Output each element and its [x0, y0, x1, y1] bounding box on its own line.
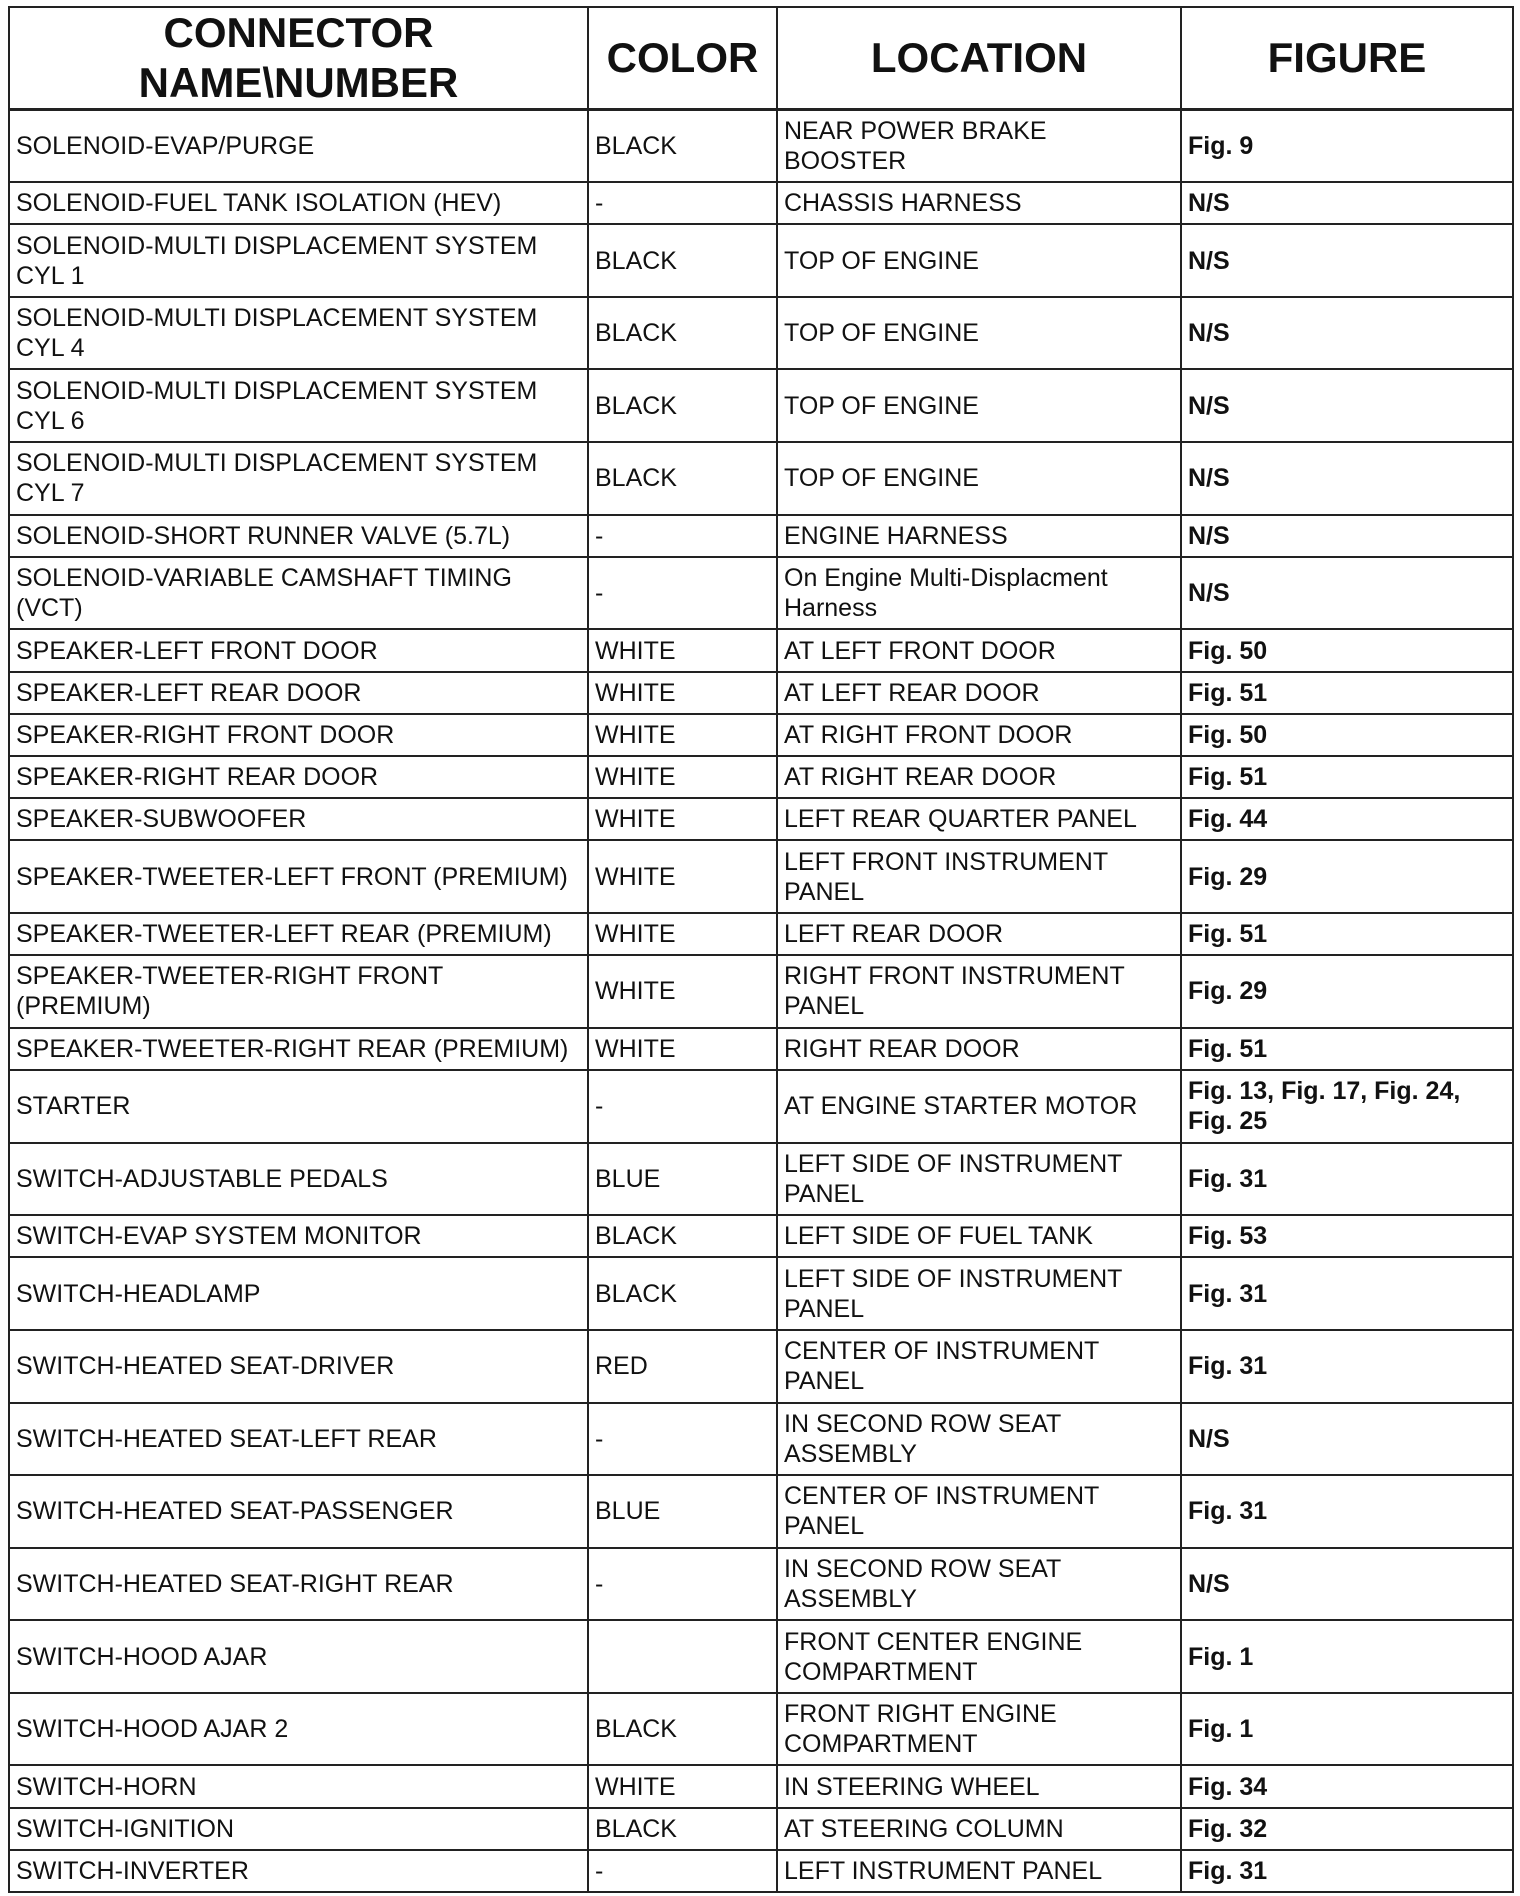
table-row [9, 1215, 1513, 1257]
table-row [9, 1850, 1513, 1892]
figure-cell: N/S [1181, 442, 1513, 515]
location-cell: TOP OF ENGINE [777, 224, 1181, 297]
connector-name-cell: SWITCH-INVERTER [9, 1850, 588, 1892]
location-cell: FRONT RIGHT ENGINE COMPARTMENT [777, 1693, 1181, 1766]
figure-cell: Fig. 53 [1181, 1215, 1513, 1257]
figure-cell: Fig. 29 [1181, 955, 1513, 1028]
figure-cell: N/S [1181, 1548, 1513, 1621]
connector-name-cell: SOLENOID-SHORT RUNNER VALVE (5.7L) [9, 515, 588, 557]
figure-cell: Fig. 31 [1181, 1143, 1513, 1216]
color-cell: - [588, 1070, 777, 1143]
location-cell: LEFT SIDE OF INSTRUMENT PANEL [777, 1143, 1181, 1216]
color-cell: WHITE [588, 714, 777, 756]
color-cell: BLUE [588, 1475, 777, 1548]
figure-cell: Fig. 50 [1181, 629, 1513, 671]
location-cell: FRONT CENTER ENGINE COMPARTMENT [777, 1620, 1181, 1693]
location-cell: AT RIGHT FRONT DOOR [777, 714, 1181, 756]
location-cell: TOP OF ENGINE [777, 369, 1181, 442]
connector-name-cell: SWITCH-HOOD AJAR [9, 1620, 588, 1693]
connector-name-cell: STARTER [9, 1070, 588, 1143]
connector-name-cell: SOLENOID-MULTI DISPLACEMENT SYSTEM CYL 4 [9, 297, 588, 370]
header-connector-name: CONNECTOR NAME\NUMBER [9, 7, 588, 110]
color-cell: WHITE [588, 629, 777, 671]
location-cell: AT RIGHT REAR DOOR [777, 756, 1181, 798]
table-row [9, 1070, 1513, 1143]
figure-cell: N/S [1181, 369, 1513, 442]
location-cell: IN SECOND ROW SEAT ASSEMBLY [777, 1403, 1181, 1476]
table-row [9, 913, 1513, 955]
figure-cell: Fig. 51 [1181, 672, 1513, 714]
location-cell: LEFT SIDE OF FUEL TANK [777, 1215, 1181, 1257]
connector-name-cell: SWITCH-ADJUSTABLE PEDALS [9, 1143, 588, 1216]
location-cell: RIGHT FRONT INSTRUMENT PANEL [777, 955, 1181, 1028]
connector-name-cell: SWITCH-HEATED SEAT-DRIVER [9, 1330, 588, 1403]
connector-name-cell: SPEAKER-TWEETER-RIGHT REAR (PREMIUM) [9, 1028, 588, 1070]
color-cell: - [588, 1403, 777, 1476]
color-cell: WHITE [588, 756, 777, 798]
location-cell: AT LEFT REAR DOOR [777, 672, 1181, 714]
table-row [9, 1257, 1513, 1330]
table-row [9, 1143, 1513, 1216]
connector-name-cell: SWITCH-IGNITION [9, 1808, 588, 1850]
location-cell: CENTER OF INSTRUMENT PANEL [777, 1330, 1181, 1403]
location-cell: LEFT INSTRUMENT PANEL [777, 1850, 1181, 1892]
connector-name-cell: SOLENOID-MULTI DISPLACEMENT SYSTEM CYL 6 [9, 369, 588, 442]
table-row [9, 1330, 1513, 1403]
location-cell: LEFT FRONT INSTRUMENT PANEL [777, 840, 1181, 913]
location-cell: LEFT SIDE OF INSTRUMENT PANEL [777, 1257, 1181, 1330]
connector-name-cell: SOLENOID-FUEL TANK ISOLATION (HEV) [9, 182, 588, 224]
figure-cell: Fig. 9 [1181, 110, 1513, 183]
table-row [9, 955, 1513, 1028]
location-cell: IN SECOND ROW SEAT ASSEMBLY [777, 1548, 1181, 1621]
figure-cell: Fig. 1 [1181, 1693, 1513, 1766]
color-cell: BLACK [588, 110, 777, 183]
table-row [9, 1403, 1513, 1476]
connector-name-cell: SPEAKER-TWEETER-LEFT FRONT (PREMIUM) [9, 840, 588, 913]
color-cell: WHITE [588, 913, 777, 955]
connector-name-cell: SOLENOID-EVAP/PURGE [9, 110, 588, 183]
location-cell: RIGHT REAR DOOR [777, 1028, 1181, 1070]
figure-cell: Fig. 13, Fig. 17, Fig. 24, Fig. 25 [1181, 1070, 1513, 1143]
connector-name-cell: SWITCH-HORN [9, 1765, 588, 1807]
table-row [9, 297, 1513, 370]
table-row [9, 557, 1513, 630]
color-cell: BLACK [588, 224, 777, 297]
connector-name-cell: SPEAKER-TWEETER-RIGHT FRONT (PREMIUM) [9, 955, 588, 1028]
color-cell: BLACK [588, 1215, 777, 1257]
table-row [9, 182, 1513, 224]
figure-cell: N/S [1181, 182, 1513, 224]
connector-name-cell: SWITCH-HEATED SEAT-PASSENGER [9, 1475, 588, 1548]
header-figure: FIGURE [1181, 7, 1513, 110]
color-cell: WHITE [588, 840, 777, 913]
figure-cell: Fig. 32 [1181, 1808, 1513, 1850]
table-row [9, 1548, 1513, 1621]
figure-cell: Fig. 31 [1181, 1330, 1513, 1403]
connector-name-cell: SOLENOID-MULTI DISPLACEMENT SYSTEM CYL 7 [9, 442, 588, 515]
figure-cell: N/S [1181, 1403, 1513, 1476]
figure-cell: Fig. 31 [1181, 1850, 1513, 1892]
color-cell: - [588, 1548, 777, 1621]
connector-table-page [8, 6, 1512, 1893]
location-cell: ENGINE HARNESS [777, 515, 1181, 557]
color-cell: BLACK [588, 369, 777, 442]
location-cell: TOP OF ENGINE [777, 297, 1181, 370]
figure-cell: Fig. 51 [1181, 756, 1513, 798]
location-cell: TOP OF ENGINE [777, 442, 1181, 515]
connector-name-cell: SPEAKER-RIGHT REAR DOOR [9, 756, 588, 798]
header-location: LOCATION [777, 7, 1181, 110]
color-cell: BLACK [588, 297, 777, 370]
table-body [9, 110, 1513, 1893]
color-cell [588, 1620, 777, 1693]
location-cell: CHASSIS HARNESS [777, 182, 1181, 224]
color-cell: - [588, 1850, 777, 1892]
table-row [9, 798, 1513, 840]
connector-name-cell: SWITCH-HEATED SEAT-LEFT REAR [9, 1403, 588, 1476]
location-cell: NEAR POWER BRAKE BOOSTER [777, 110, 1181, 183]
connector-name-cell: SWITCH-HEADLAMP [9, 1257, 588, 1330]
location-cell: On Engine Multi-Displacment Harness [777, 557, 1181, 630]
figure-cell: Fig. 29 [1181, 840, 1513, 913]
table-row [9, 1808, 1513, 1850]
table-row [9, 224, 1513, 297]
table-row [9, 369, 1513, 442]
figure-cell: Fig. 44 [1181, 798, 1513, 840]
header-color: COLOR [588, 7, 777, 110]
location-cell: IN STEERING WHEEL [777, 1765, 1181, 1807]
figure-cell: Fig. 34 [1181, 1765, 1513, 1807]
location-cell: CENTER OF INSTRUMENT PANEL [777, 1475, 1181, 1548]
figure-cell: Fig. 51 [1181, 1028, 1513, 1070]
table-row [9, 756, 1513, 798]
color-cell: BLACK [588, 1257, 777, 1330]
figure-cell: Fig. 50 [1181, 714, 1513, 756]
figure-cell: N/S [1181, 557, 1513, 630]
table-row [9, 840, 1513, 913]
figure-cell: N/S [1181, 515, 1513, 557]
color-cell: WHITE [588, 955, 777, 1028]
color-cell: BLACK [588, 442, 777, 515]
location-cell: AT STEERING COLUMN [777, 1808, 1181, 1850]
color-cell: - [588, 515, 777, 557]
table-row [9, 714, 1513, 756]
color-cell: - [588, 557, 777, 630]
location-cell: LEFT REAR QUARTER PANEL [777, 798, 1181, 840]
connector-table [8, 6, 1514, 1893]
location-cell: AT LEFT FRONT DOOR [777, 629, 1181, 671]
figure-cell: Fig. 51 [1181, 913, 1513, 955]
color-cell: BLUE [588, 1143, 777, 1216]
figure-cell: Fig. 31 [1181, 1475, 1513, 1548]
connector-name-cell: SPEAKER-RIGHT FRONT DOOR [9, 714, 588, 756]
color-cell: BLACK [588, 1693, 777, 1766]
table-header-row [9, 7, 1513, 110]
table-row [9, 1475, 1513, 1548]
location-cell: LEFT REAR DOOR [777, 913, 1181, 955]
table-row [9, 1620, 1513, 1693]
connector-name-cell: SWITCH-HOOD AJAR 2 [9, 1693, 588, 1766]
table-row [9, 672, 1513, 714]
connector-name-cell: SPEAKER-SUBWOOFER [9, 798, 588, 840]
table-row [9, 110, 1513, 183]
connector-name-cell: SPEAKER-TWEETER-LEFT REAR (PREMIUM) [9, 913, 588, 955]
color-cell: - [588, 182, 777, 224]
color-cell: WHITE [588, 798, 777, 840]
table-row [9, 442, 1513, 515]
figure-cell: Fig. 31 [1181, 1257, 1513, 1330]
table-row [9, 1765, 1513, 1807]
location-cell: AT ENGINE STARTER MOTOR [777, 1070, 1181, 1143]
table-row [9, 515, 1513, 557]
table-row [9, 1693, 1513, 1766]
figure-cell: Fig. 1 [1181, 1620, 1513, 1693]
color-cell: WHITE [588, 1028, 777, 1070]
color-cell: WHITE [588, 1765, 777, 1807]
connector-name-cell: SWITCH-HEATED SEAT-RIGHT REAR [9, 1548, 588, 1621]
table-row [9, 629, 1513, 671]
figure-cell: N/S [1181, 297, 1513, 370]
connector-name-cell: SWITCH-EVAP SYSTEM MONITOR [9, 1215, 588, 1257]
color-cell: RED [588, 1330, 777, 1403]
table-row [9, 1028, 1513, 1070]
connector-name-cell: SOLENOID-VARIABLE CAMSHAFT TIMING (VCT) [9, 557, 588, 630]
figure-cell: N/S [1181, 224, 1513, 297]
color-cell: WHITE [588, 672, 777, 714]
connector-name-cell: SPEAKER-LEFT FRONT DOOR [9, 629, 588, 671]
connector-name-cell: SPEAKER-LEFT REAR DOOR [9, 672, 588, 714]
connector-name-cell: SOLENOID-MULTI DISPLACEMENT SYSTEM CYL 1 [9, 224, 588, 297]
color-cell: BLACK [588, 1808, 777, 1850]
